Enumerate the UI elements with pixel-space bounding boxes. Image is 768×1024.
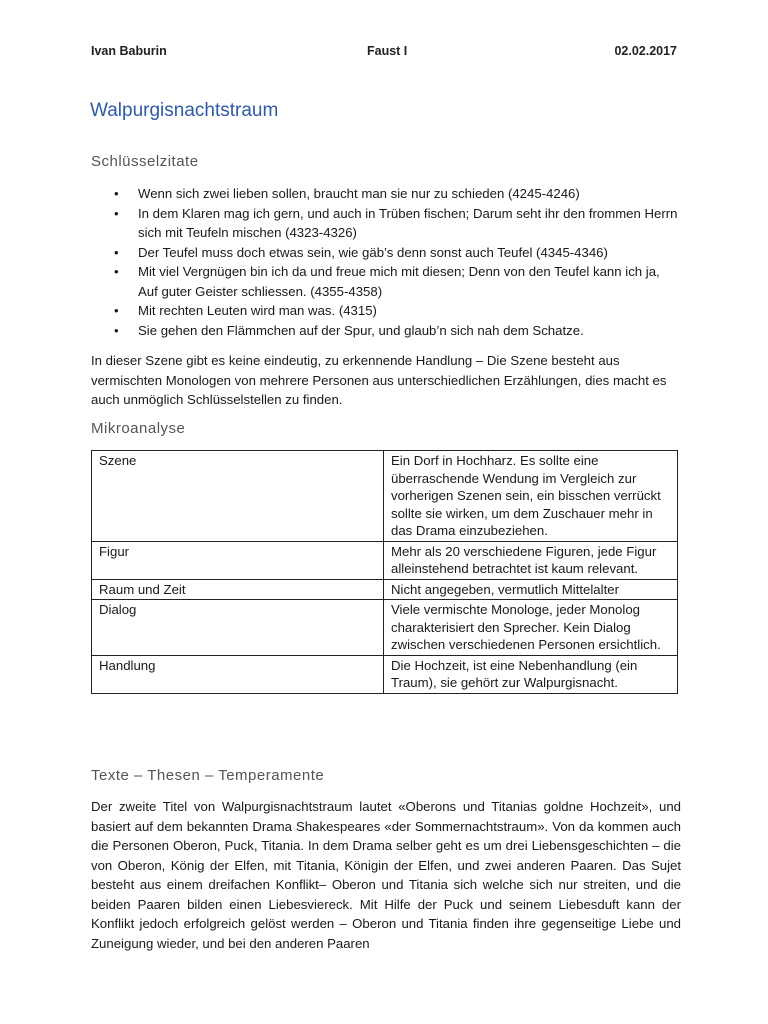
table-row [92,541,678,579]
table-cell-label: Szene [92,451,384,542]
list-item: • Der Teufel muss doch etwas sein, wie gäb’s denn sonst auch Teufel (4345-4346) [91,243,681,263]
list-item: • Wenn sich zwei lieben sollen, braucht man sie nur zu schieden (4245-4246) [91,184,681,204]
bullet-icon: • [114,264,119,279]
heading-schluesselzitate: Schlüsselzitate [91,153,199,170]
list-item: • Mit rechten Leuten wird man was. (4315) [91,301,681,321]
intro-paragraph: In dieser Szene gibt es keine eindeutig, zu erkennende Handlung – Die Szene besteht aus vermischten Monologen von mehrere Personen aus unterschiedlichen Erzählungen, dies macht es auch unmöglich Schlüsselstellen zu finden. [91,353,667,407]
body-paragraph: Der zweite Titel von Walpurgisnachtstraum lautet «Oberons und Titanias goldne Hochzeit», und basiert auf dem bekannten Drama Shakespeares «der Sommernachtstraum». Von da kommen auch die Personen Oberon, Puck, Titania. In dem Drama selber geht es um drei Liebensgeschichten – die von Oberon, König der Elfen, mit Titania, Königin der Elfen, und zwei anderen Paaren. Das Sujet besteht aus einem dreifachen Konflikt– Oberon und Titania sich welche sich nur streiten, und die beiden Paaren bilden einen Liebesviereck. Mit Hilfe der Puck und seinem Liebesduft kann der Konflikt jedoch erfolgreich gelöst werden – Oberon und Titania finden ihre gegenseitige Liebe und Zuneigung wieder, und bei den anderen Paaren [91,799,681,951]
table-cell-label: Raum und Zeit [92,579,384,600]
table-cell-label: Handlung [92,655,384,693]
bullet-icon: • [114,186,119,201]
bullet-icon: • [114,244,119,260]
header-date: 02.02.2017 [614,44,677,58]
table-cell-label: Figur [92,541,384,579]
list-item: • Mit viel Vergnügen bin ich da und freue mich mit diesen; Denn von den Teufel kann ich ja, Auf guter Geister schliessen. (4355-4358) [114,264,660,299]
page-title: Walpurgisnachtstraum [90,100,279,121]
list-item: • Sie gehen den Flämmchen auf der Spur, und glaub’n sich nah dem Schatze. [91,321,681,341]
heading-texte-thesen: Texte – Thesen – Temperamente [91,767,325,784]
table-row [92,451,678,542]
table-cell-value: Nicht angegeben, vermutlich Mittelalter [384,579,678,600]
bullet-icon: • [114,205,119,221]
table-cell-label: Dialog [92,600,384,656]
table-cell-value: Die Hochzeit, ist eine Nebenhandlung (ein Traum), sie gehört zur Walpurgisnacht. [384,655,678,693]
mikroanalyse-table [91,450,678,694]
table-cell-value: Ein Dorf in Hochharz. Es sollte eine überraschende Wendung im Vergleich zur vorherigen Szenen sein, ein bisschen verrückt sollte sie wirken, um dem Zuschauer mehr in das Drama einzubeziehen. [384,451,678,542]
header-author: Ivan Baburin [91,44,167,58]
header-work: Faust I [367,44,408,58]
bullet-icon: • [114,303,119,318]
bullet-icon: • [114,322,119,338]
table-cell-value: Mehr als 20 verschiedene Figuren, jede Figur alleinstehend betrachtet ist kaum relevant. [384,541,678,579]
table-row [92,600,678,656]
table-row [92,655,678,693]
table-row [92,579,678,600]
list-item: • In dem Klaren mag ich gern, und auch in Trüben fischen; Darum seht ihr den frommen Herrn sich mit Teufeln mischen (4323-4326) [114,205,678,240]
table-cell-value: Viele vermischte Monologe, jeder Monolog charakterisiert den Sprecher. Kein Dialog zwischen verschiedenen Personen ersichtlich. [384,600,678,656]
heading-mikroanalyse: Mikroanalyse [91,420,186,437]
quote-list [91,184,681,340]
